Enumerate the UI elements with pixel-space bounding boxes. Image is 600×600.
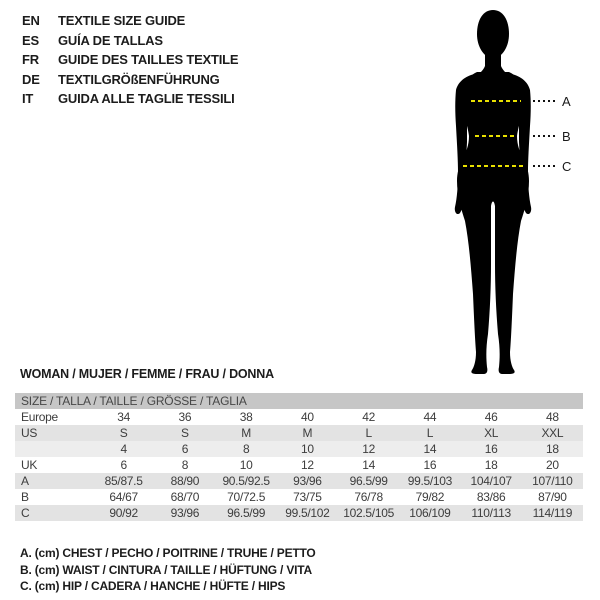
size-cell: 14 <box>423 442 437 456</box>
size-cell: 93/96 <box>170 506 200 520</box>
size-cell: 6 <box>181 442 189 456</box>
size-cell: 40 <box>301 410 314 424</box>
legend-line: C. (cm) HIP / CADERA / HANCHE / HÜFTE / HIPS <box>20 579 286 593</box>
size-table <box>15 393 583 521</box>
size-cell: 107/110 <box>532 474 573 488</box>
silhouette-body <box>457 72 529 374</box>
size-cell: 18 <box>484 458 498 472</box>
size-cell: 99.5/102 <box>285 506 330 520</box>
size-cell: 38 <box>239 410 253 424</box>
size-cell: 90.5/92.5 <box>222 474 270 488</box>
size-cell: 96.5/99 <box>349 474 388 488</box>
table-row <box>15 409 583 425</box>
size-cell: 90/92 <box>109 506 138 520</box>
size-cell: 99.5/103 <box>407 474 453 488</box>
size-cell: 104/107 <box>470 474 512 488</box>
marker-label-c: C <box>562 159 572 174</box>
size-cell: 83/86 <box>476 490 506 504</box>
size-cell: XXL <box>541 426 564 440</box>
woman-silhouette-figure <box>425 2 595 382</box>
size-cell: 12 <box>362 442 375 456</box>
size-cell: 4 <box>120 442 127 456</box>
language-row <box>22 11 238 31</box>
legend-line: B. (cm) WAIST / CINTURA / TAILLE / HÜFTUNG / VITA <box>20 562 312 577</box>
marker-label-a: A <box>562 94 571 109</box>
table-row <box>15 505 583 521</box>
marker-label-b: B <box>562 129 571 144</box>
size-cell: M <box>241 426 251 440</box>
size-cell: 87/90 <box>538 490 567 504</box>
size-cell: 102.5/105 <box>343 506 394 520</box>
legend-line: A. (cm) CHEST / PECHO / POITRINE / TRUHE / PETTO <box>20 546 316 560</box>
size-cell: 44 <box>423 410 437 424</box>
row-label: A <box>21 474 29 488</box>
size-cell: 85/87.5 <box>104 474 143 488</box>
size-cell: S <box>119 426 128 440</box>
language-label: TEXTILGRÖßENFÜHRUNG <box>58 71 220 87</box>
size-cell: 18 <box>546 442 559 456</box>
language-code: DE <box>22 71 40 87</box>
language-code: ES <box>22 32 39 48</box>
size-cell: 8 <box>242 442 250 456</box>
size-cell: 96.5/99 <box>227 506 266 520</box>
size-cell: 16 <box>484 442 498 456</box>
language-row <box>22 89 238 109</box>
size-cell: 106/109 <box>409 506 451 520</box>
language-row <box>22 31 238 51</box>
size-cell: 68/70 <box>170 490 200 504</box>
language-label: GUÍA DE TALLAS <box>58 32 163 48</box>
size-cell: L <box>426 426 434 440</box>
size-cell: 34 <box>117 410 130 424</box>
size-table-header: SIZE / TALLA / TAILLE / GRÖSSE / TAGLIA <box>15 393 583 409</box>
table-row <box>15 425 583 441</box>
size-cell: 42 <box>362 410 375 424</box>
row-label: C <box>21 506 30 520</box>
size-cell: 46 <box>484 410 498 424</box>
size-cell: 10 <box>239 458 253 472</box>
table-row <box>15 457 583 473</box>
size-cell: XL <box>484 426 499 440</box>
size-cell: 16 <box>423 458 437 472</box>
size-cell: 110/113 <box>471 506 511 520</box>
size-cell: 79/82 <box>415 490 445 504</box>
row-label: Europe <box>21 410 58 424</box>
size-cell: 10 <box>301 442 314 456</box>
size-cell: 8 <box>181 458 189 472</box>
size-cell: L <box>365 426 372 440</box>
size-cell: 76/78 <box>354 490 383 504</box>
table-row <box>15 441 583 457</box>
language-row <box>22 50 238 70</box>
size-cell: 64/67 <box>109 490 138 504</box>
size-cell: 48 <box>546 410 559 424</box>
size-cell: M <box>302 426 313 440</box>
section-title: WOMAN / MUJER / FEMME / FRAU / DONNA <box>20 367 274 381</box>
row-label: B <box>21 490 29 504</box>
row-label <box>15 441 93 457</box>
language-code: IT <box>22 91 34 107</box>
language-list <box>22 11 238 109</box>
language-code: FR <box>22 52 39 68</box>
language-row <box>22 70 238 90</box>
row-label: US <box>21 426 38 440</box>
size-cell: 70/72.5 <box>227 490 266 504</box>
size-table-grid <box>15 409 583 521</box>
size-cell: 14 <box>362 458 375 472</box>
language-label: TEXTILE SIZE GUIDE <box>58 13 186 29</box>
size-cell: 93/96 <box>293 474 322 488</box>
size-cell: 36 <box>178 410 192 424</box>
size-cell: S <box>181 426 189 440</box>
size-cell: 114/119 <box>532 506 573 520</box>
measurement-legend <box>20 545 316 595</box>
table-row <box>15 489 583 505</box>
language-label: GUIDA ALLE TAGLIE TESSILI <box>58 91 235 107</box>
size-cell: 12 <box>301 458 314 472</box>
language-label: GUIDE DES TAILLES TEXTILE <box>58 52 239 68</box>
table-row <box>15 473 583 489</box>
size-cell: 6 <box>120 458 127 472</box>
size-cell: 88/90 <box>170 474 200 488</box>
row-label: UK <box>21 458 38 472</box>
size-cell: 73/75 <box>293 490 322 504</box>
language-code: EN <box>22 13 40 29</box>
size-cell: 20 <box>546 458 559 472</box>
